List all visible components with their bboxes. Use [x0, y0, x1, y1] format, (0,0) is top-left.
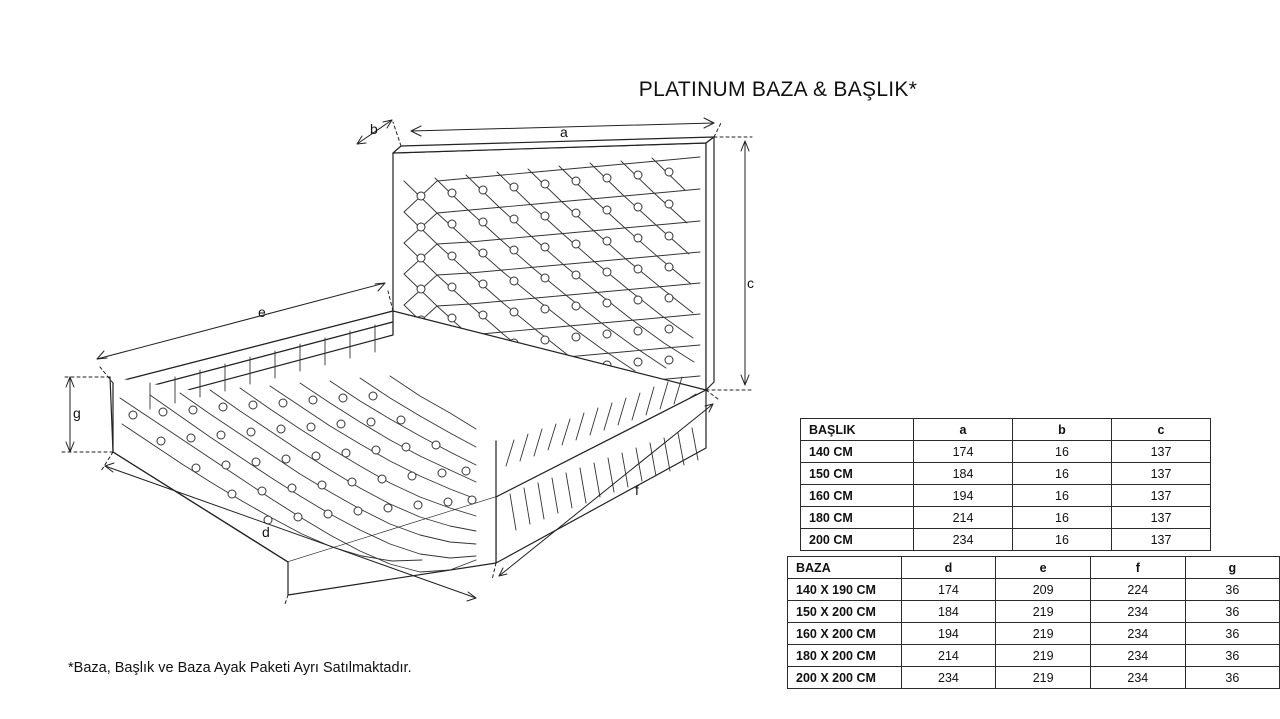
- table-row: [801, 507, 1211, 529]
- cell-size: 150 CM: [801, 463, 914, 485]
- cell-c: 137: [1112, 529, 1211, 551]
- cell-e: 219: [996, 623, 1091, 645]
- cell-size: 140 X 190 CM: [788, 579, 902, 601]
- cell-size: 200 X 200 CM: [788, 667, 902, 689]
- table-row: [801, 463, 1211, 485]
- base-dimension-table: [787, 556, 1280, 689]
- page-title-text: PLATINUM BAZA & BAŞLIK*: [638, 78, 918, 101]
- cell-a: 174: [914, 441, 1013, 463]
- column-header-c: c: [1112, 419, 1211, 441]
- cell-f: 224: [1091, 579, 1186, 601]
- cell-size: 180 X 200 CM: [788, 645, 902, 667]
- table-row: [788, 645, 1280, 667]
- cell-size: 200 CM: [801, 529, 914, 551]
- cell-b: 16: [1013, 463, 1112, 485]
- cell-a: 194: [914, 485, 1013, 507]
- cell-c: 137: [1112, 485, 1211, 507]
- cell-d: 234: [901, 667, 996, 689]
- cell-size: 160 CM: [801, 485, 914, 507]
- cell-g: 36: [1185, 623, 1279, 645]
- column-header-d: d: [901, 557, 996, 579]
- column-header-baslik: BAŞLIK: [801, 419, 914, 441]
- cell-a: 214: [914, 507, 1013, 529]
- cell-d: 194: [901, 623, 996, 645]
- cell-d: 184: [901, 601, 996, 623]
- column-header-a: a: [914, 419, 1013, 441]
- cell-size: 180 CM: [801, 507, 914, 529]
- cell-c: 137: [1112, 441, 1211, 463]
- column-header-f: f: [1091, 557, 1186, 579]
- cell-f: 234: [1091, 645, 1186, 667]
- cell-g: 36: [1185, 667, 1279, 689]
- table-row: [788, 579, 1280, 601]
- footnote: *Baza, Başlık ve Baza Ayak Paketi Ayrı Satılmaktadır.: [68, 660, 412, 676]
- dimension-label-e: e: [258, 304, 266, 320]
- cell-b: 16: [1013, 529, 1112, 551]
- table-row: [788, 667, 1280, 689]
- cell-g: 36: [1185, 645, 1279, 667]
- cell-e: 219: [996, 645, 1091, 667]
- column-header-e: e: [996, 557, 1091, 579]
- dimension-label-f: f: [635, 482, 639, 498]
- table-row: [801, 529, 1211, 551]
- cell-g: 36: [1185, 601, 1279, 623]
- headboard-dimension-table: [800, 418, 1211, 551]
- table-row: [801, 441, 1211, 463]
- dimension-label-c: c: [747, 275, 754, 291]
- dimension-label-a: a: [560, 124, 568, 140]
- column-header-baza: BAZA: [788, 557, 902, 579]
- cell-f: 234: [1091, 667, 1186, 689]
- cell-a: 234: [914, 529, 1013, 551]
- cell-b: 16: [1013, 485, 1112, 507]
- dimension-label-d: d: [262, 524, 270, 540]
- cell-e: 209: [996, 579, 1091, 601]
- cell-size: 150 X 200 CM: [788, 601, 902, 623]
- cell-c: 137: [1112, 463, 1211, 485]
- cell-b: 16: [1013, 507, 1112, 529]
- cell-c: 137: [1112, 507, 1211, 529]
- cell-f: 234: [1091, 601, 1186, 623]
- cell-b: 16: [1013, 441, 1112, 463]
- column-header-b: b: [1013, 419, 1112, 441]
- cell-d: 174: [901, 579, 996, 601]
- column-header-g: g: [1185, 557, 1279, 579]
- cell-g: 36: [1185, 579, 1279, 601]
- table-header-row: [788, 557, 1280, 579]
- cell-size: 140 CM: [801, 441, 914, 463]
- table-row: [801, 485, 1211, 507]
- cell-size: 160 X 200 CM: [788, 623, 902, 645]
- table-row: [788, 623, 1280, 645]
- table-header-row: [801, 419, 1211, 441]
- dimension-label-b: b: [370, 121, 378, 137]
- cell-e: 219: [996, 667, 1091, 689]
- dimension-label-g: g: [73, 405, 81, 421]
- cell-a: 184: [914, 463, 1013, 485]
- table-row: [788, 601, 1280, 623]
- cell-d: 214: [901, 645, 996, 667]
- cell-e: 219: [996, 601, 1091, 623]
- cell-f: 234: [1091, 623, 1186, 645]
